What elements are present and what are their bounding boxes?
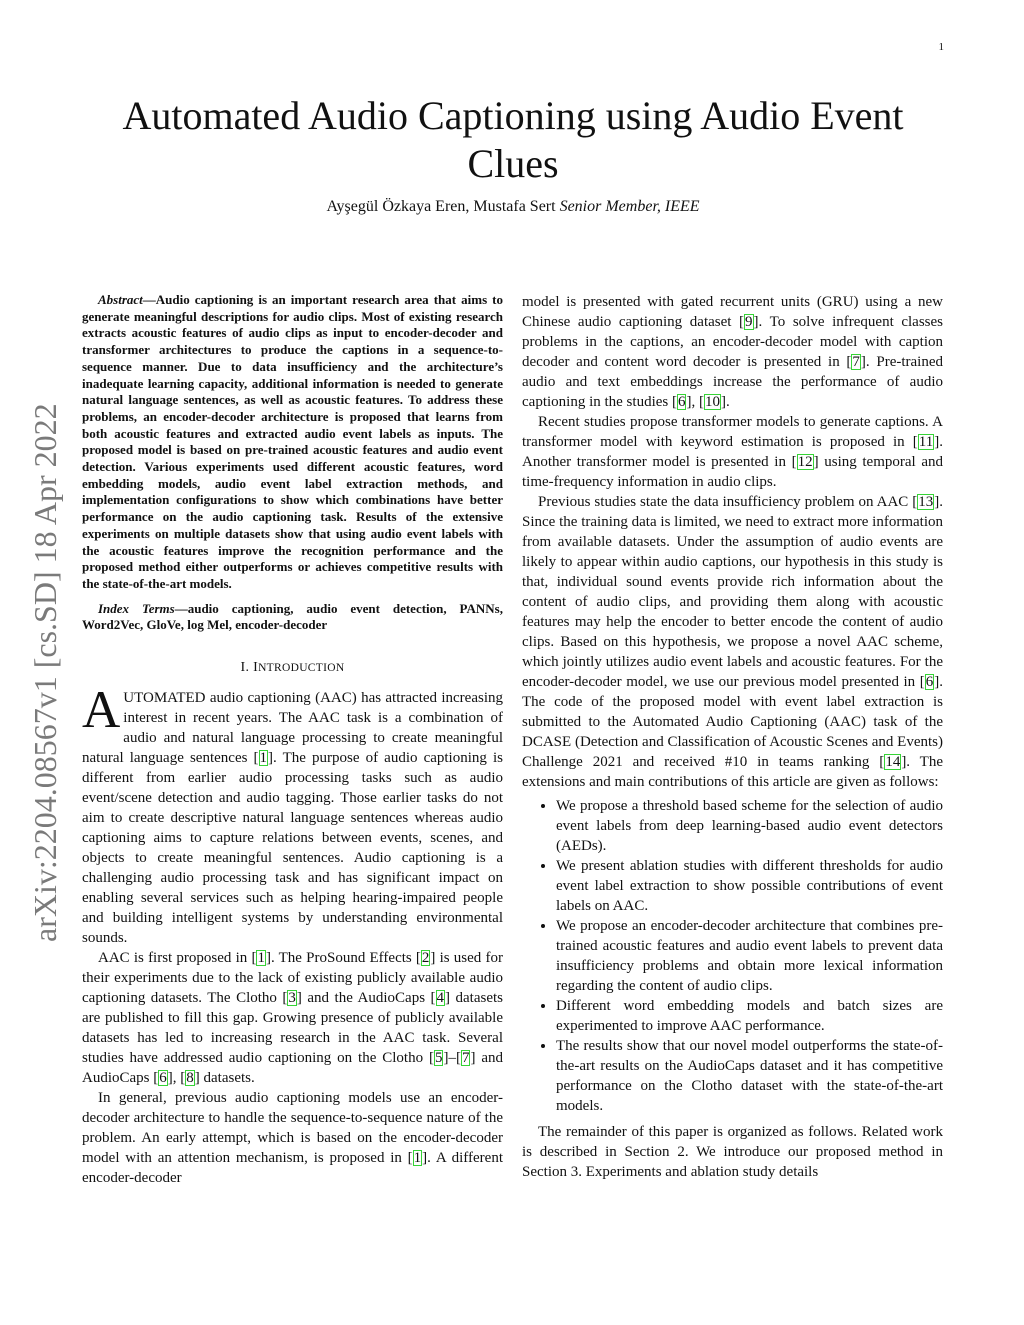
citation-link[interactable]: 9 <box>745 314 753 330</box>
abstract <box>82 292 503 593</box>
text-span: ] datasets. <box>194 1070 255 1087</box>
text-span: ]. Another transformer model is presented in [ <box>522 434 943 470</box>
right-column <box>522 292 943 1182</box>
citation-link[interactable]: 6 <box>925 674 934 690</box>
citation-link[interactable]: 10 <box>704 394 720 410</box>
page-number: 1 <box>938 41 944 53</box>
section-heading-introduction <box>82 658 503 678</box>
list-item: • We propose an encoder-decoder architecture that combines pre-trained acoustic features and audio event labels to prevent data insufficiency problems and obtain more lexical information regarding the content of audio clips. <box>556 916 943 996</box>
text-span: Recent studies propose transformer models to generate captions. A transformer model with keyword estimation is proposed in [ <box>522 414 943 450</box>
intro-paragraph-2 <box>82 948 503 1088</box>
text-span: AAC is first proposed in [ <box>98 950 257 967</box>
text-span: ]. Since the training data is limited, we need to extract more information from available datasets. Under the assumption of audio events are likely to appear within audio captions, our hypothesis in this study is that, individual sound events provide rich information about the content of audio clips, and providing them along with acoustic features may help the encoder to better encode the content of audio clips. Based on this hypothesis, we propose a novel AAC scheme, which jointly utilizes audio event labels and acoustic features. For the encoder-decoder model, we use our previous model presented in [ <box>522 494 943 690</box>
text-span: ]. To solve infrequent classes problems in the captions, an encoder-decoder model with caption decoder and content word decoder is presented in [ <box>522 314 943 370</box>
text-span: UTOMATED audio captioning (AAC) has attracted increasing interest in recent years. The AAC task is a combination of audio and natural language processing to create meaningful natural language sentences [ <box>82 690 503 767</box>
citation-link[interactable]: 13 <box>918 494 934 510</box>
citation-link[interactable]: 5 <box>434 1050 443 1067</box>
contributions-list <box>522 796 943 1116</box>
intro-paragraph-6 <box>522 492 943 792</box>
citation-link[interactable]: 8 <box>186 1070 194 1087</box>
section-title-rest: NTRODUCTION <box>258 662 345 675</box>
citation-link[interactable]: 6 <box>159 1070 167 1087</box>
text-span: ] and AudioCaps [ <box>82 1050 504 1087</box>
intro-paragraph-4 <box>522 292 943 412</box>
index-terms-text: audio captioning, audio event detection, PANNs, Word2Vec, GloVe, log Mel, encoder-decoder <box>82 600 503 633</box>
index-terms-label: Index Terms <box>98 600 175 616</box>
citation-link[interactable]: 4 <box>436 990 445 1007</box>
text-span: ], [ <box>686 394 704 410</box>
text-span: model is presented with gated recurrent units (GRU) using a new Chinese audio captioning dataset [ <box>522 294 943 330</box>
intro-paragraph-3 <box>82 1088 503 1188</box>
citation-link[interactable]: 6 <box>677 394 686 410</box>
citation-link[interactable]: 1 <box>259 750 268 767</box>
drop-cap: A <box>82 681 121 740</box>
text-span: ] is used for their experiments due to the lack of existing publicly available audio captioning datasets. The Clotho [ <box>82 950 503 1007</box>
text-span: ]. A different encoder-decoder <box>82 1150 503 1187</box>
text-span: ]. The ProSound Effects [ <box>265 950 421 967</box>
citation-link[interactable]: 3 <box>288 990 296 1007</box>
citation-link[interactable]: 7 <box>852 354 860 370</box>
text-span: ]. <box>720 394 730 410</box>
text-span: In general, previous audio captioning models use an encoder-decoder architecture to handle the sequence-to-sequence nature of the problem. An early attempt, which is based on the encoder-decoder model with an attention mechanism, is proposed in [ <box>82 1090 503 1167</box>
intro-paragraph-1 <box>82 681 503 948</box>
arxiv-stamp[interactable]: arXiv:2204.08567v1 [cs.SD] 18 Apr 2022 <box>27 403 63 942</box>
author-affiliation: Senior Member, IEEE <box>559 198 700 215</box>
abstract-text: Audio captioning is an important research area that aims to generate meaningful descriptions for audio clips. Most of existing research extracts acoustic features of audio clips as input to encoder-decoder and transformer architectures to produce the captions in a sequence-to-sequence manner. Due to data insufficiency and the architecture’s inadequate learning capacity, additional information is needed to generate natural language sentences, as well as acoustic features. To address these problems, an encoder-decoder architecture is proposed that learns from both acoustic features and extracted audio event labels as inputs. The proposed model is based on pre-trained acoustic features and audio event detection. Various experiments used different acoustic features, word embedding models, audio event label extraction methods, and implementation configurations to show which combinations have better performance on the audio captioning task. Results of the extensive experiments on multiple datasets show that using audio event labels with the acoustic features improve the recognition performance and the proposed method either outperforms or achieves competitive results with the state-of-the-art models. <box>82 292 503 591</box>
citation-link[interactable]: 11 <box>918 434 934 450</box>
text-span: ] using temporal and time-frequency information in audio clips. <box>522 454 943 490</box>
citation-link[interactable]: 2 <box>421 950 430 967</box>
citation-link[interactable]: 1 <box>413 1150 422 1167</box>
list-item: • Different word embedding models and batch sizes are experimented to improve AAC performance. <box>556 996 943 1036</box>
list-item: • We present ablation studies with different thresholds for audio event label extraction to show possible contributions of event labels on AAC. <box>556 856 943 916</box>
text-span: ]. The code of the proposed model with event label extraction is submitted to the Automated Audio Captioning (AAC) task of the DCASE (Detection and Classification of Acoustic Scenes and Events) Challenge 2021 and received #10 in teams ranking [ <box>522 674 943 770</box>
text-span: ]. The purpose of audio captioning is different from earlier audio processing tasks such as audio event/scene detection and audio tagging. Those earlier tasks do not aim to create descriptive natural language sentences whereas audio captioning aims to capture relations between events, scenes, and objects to create meaningful sentences. Audio captioning is a challenging audio processing task and has significant impact on enabling several services such as helping hearing-impaired people and building intelligent systems by understanding environmental sounds. <box>82 750 503 947</box>
citation-link[interactable]: 1 <box>257 950 265 967</box>
citation-link[interactable]: 7 <box>461 1050 470 1067</box>
text-span: ]. Pre-trained audio and text embeddings increase the performance of audio captioning in the studies [ <box>522 354 943 410</box>
citation-link[interactable]: 12 <box>797 454 813 470</box>
text-span: ]–[ <box>443 1050 461 1067</box>
paper-title: Automated Audio Captioning using Audio Event Clues <box>122 93 904 186</box>
text-span: Previous studies state the data insufficiency problem on AAC [ <box>538 494 918 510</box>
text-span: ] datasets are published to fill this gap. Growing presence of publicly available datasets has led to increasing research in the AAC task. Several studies have addressed audio captioning on the Clotho [ <box>82 990 504 1067</box>
list-item: • The results show that our novel model outperforms the state-of-the-art results on the AudioCaps dataset and it has competitive performance on the Clotho dataset with the state-of-the-art models. <box>556 1036 943 1116</box>
index-terms <box>82 601 503 634</box>
text-span: ] and the AudioCaps [ <box>296 990 436 1007</box>
list-item: • We propose a threshold based scheme for the selection of audio event labels from deep learning-based audio event detectors (AEDs). <box>556 796 943 856</box>
abstract-label: Abstract <box>98 292 143 307</box>
left-column <box>82 292 503 1188</box>
abstract-dash: — <box>142 292 156 307</box>
text-span: ]. The extensions and main contributions of this article are given as follows: <box>522 754 943 790</box>
intro-paragraph-7: The remainder of this paper is organized as follows. Related work is described in Section 2. We introduce our proposed method in Section 3. Experiments and ablation study details <box>522 1124 943 1180</box>
author-line <box>90 198 936 216</box>
text-span: ], [ <box>167 1070 186 1087</box>
author-names: Ayşegül Özkaya Eren, Mustafa Sert <box>326 198 556 215</box>
index-terms-dash: — <box>174 600 188 616</box>
section-numeral: I. I <box>240 660 259 676</box>
intro-paragraph-5 <box>522 412 943 492</box>
citation-link[interactable]: 14 <box>885 754 901 770</box>
